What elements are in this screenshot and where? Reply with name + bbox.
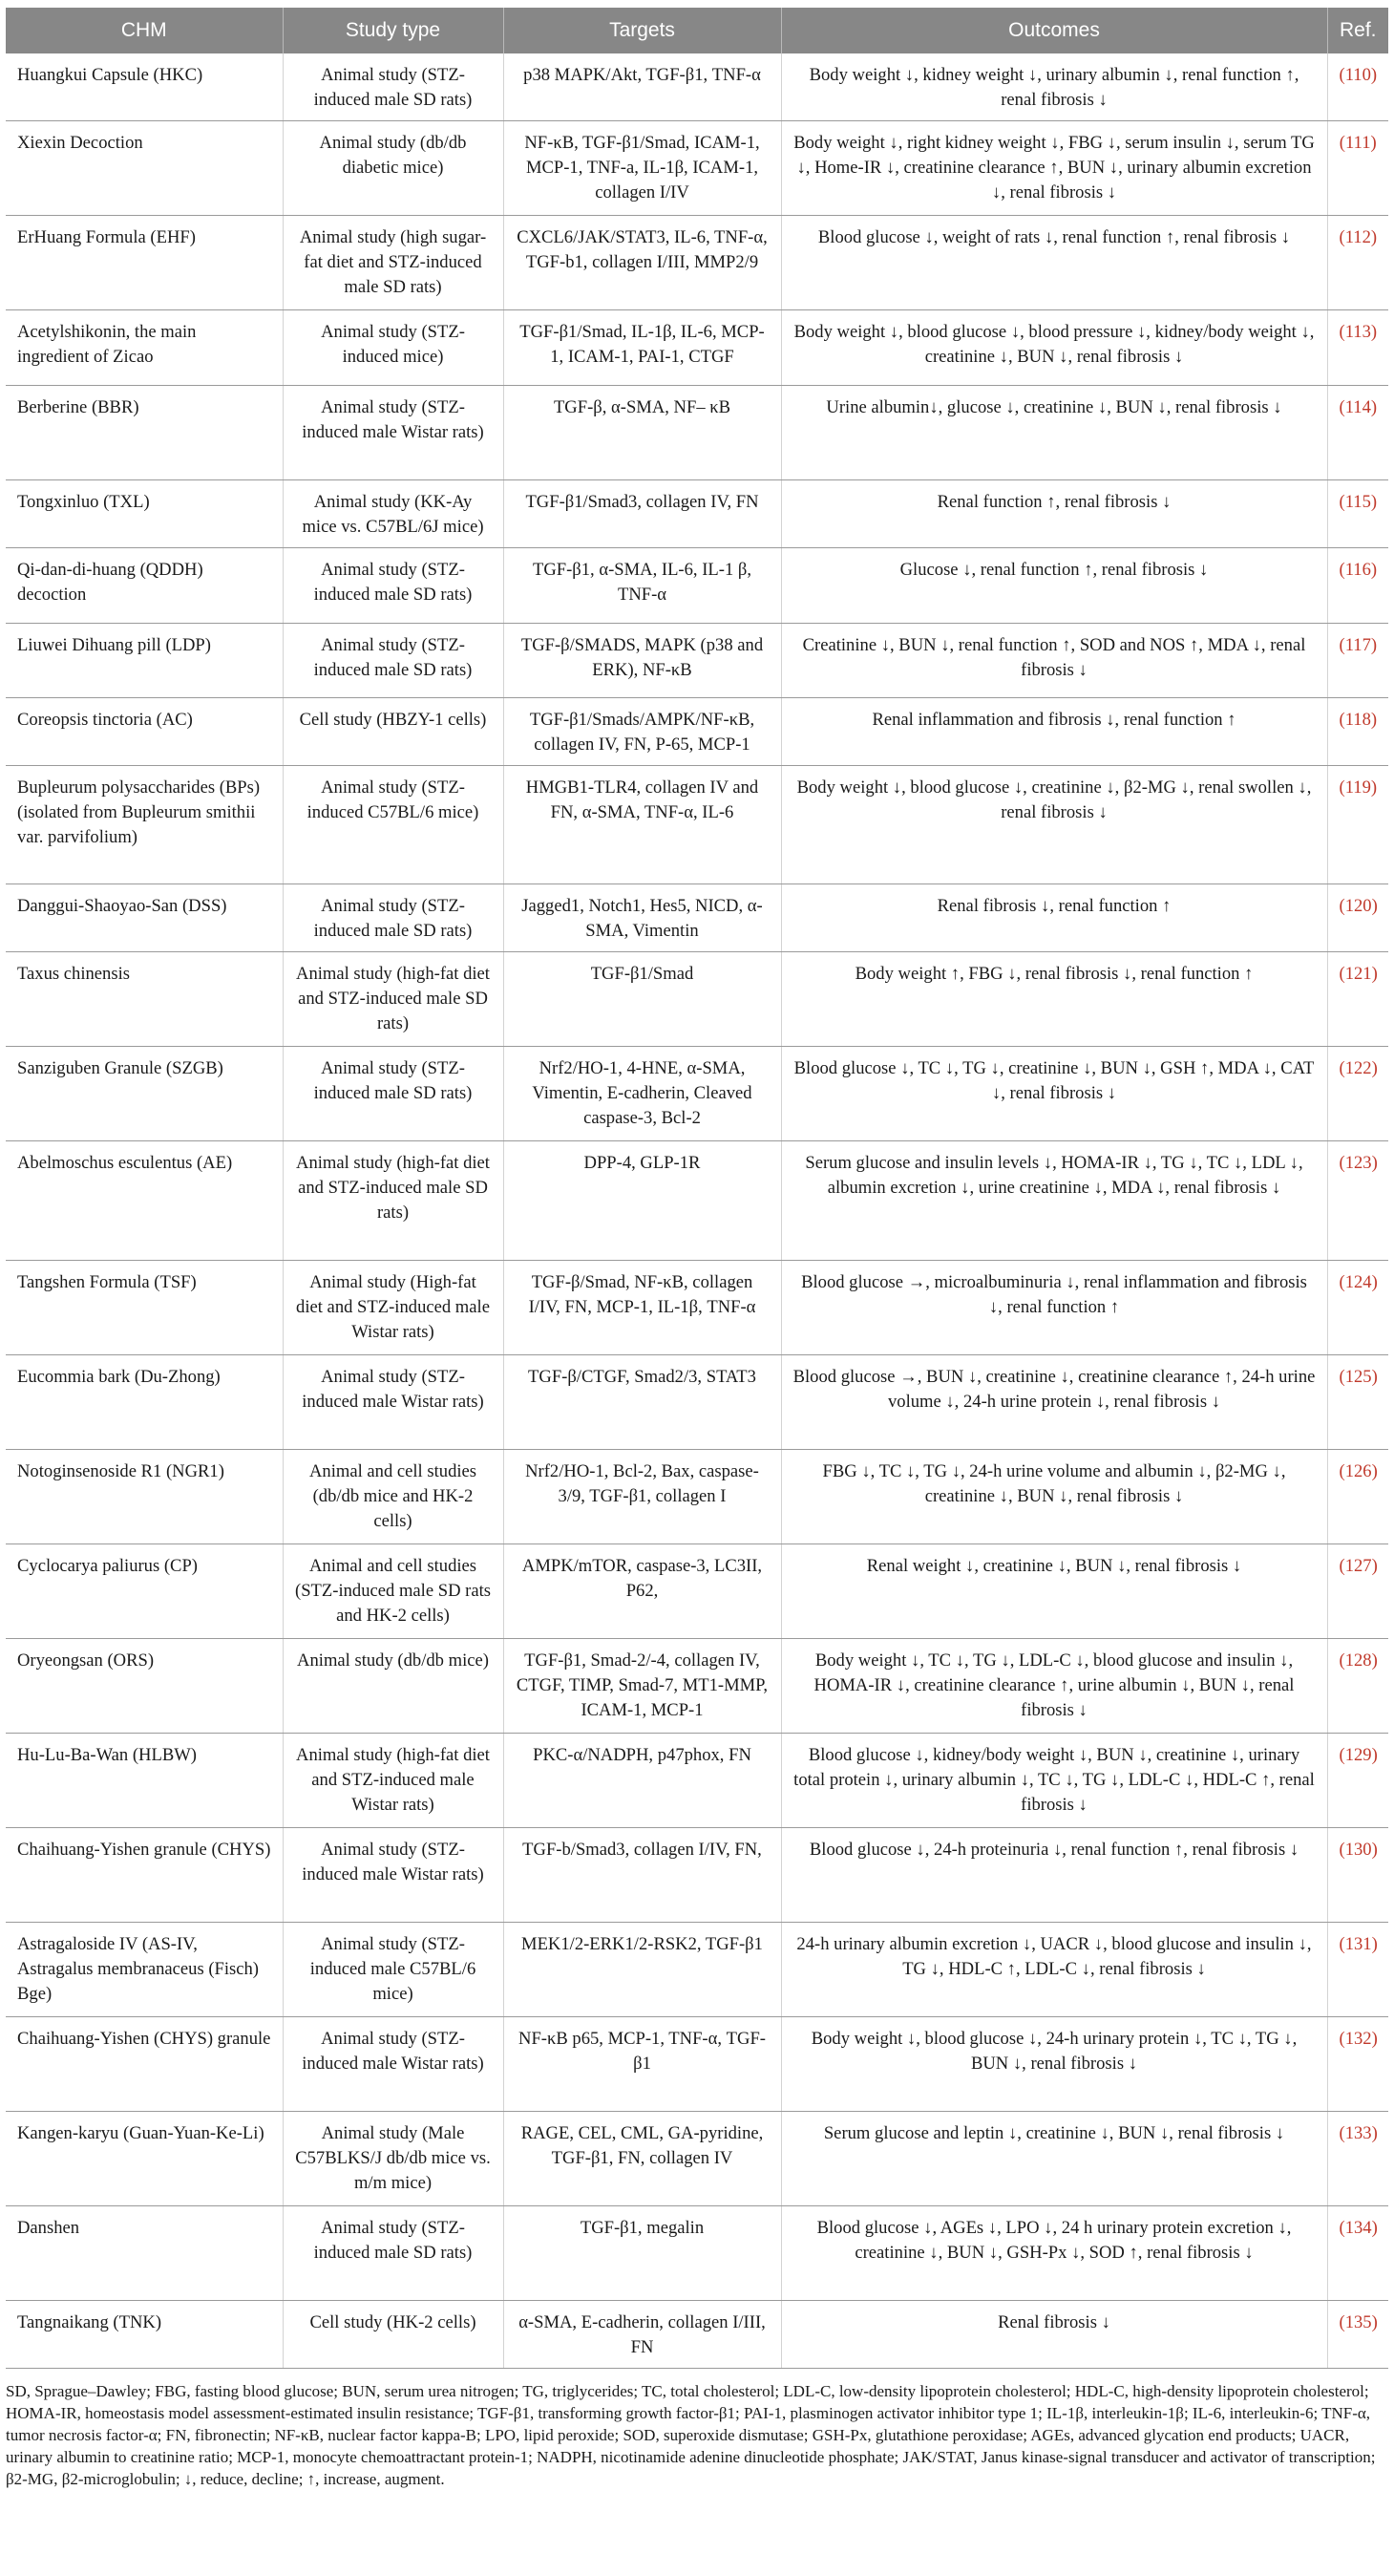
cell-outcomes: Blood glucose ↓, kidney/body weight ↓, BUN ↓, creatinine ↓, urinary total protein ↓, urinary albumin ↓, TC ↓, TG ↓, LDL-C ↓, HDL-C ↑, renal fibrosis ↓ bbox=[781, 1734, 1327, 1828]
cell-chm: Sanziguben Granule (SZGB) bbox=[6, 1047, 283, 1141]
header-outcomes: Outcomes bbox=[781, 8, 1327, 53]
cell-chm: Hu-Lu-Ba-Wan (HLBW) bbox=[6, 1734, 283, 1828]
cell-study-type: Animal study (STZ-induced male C57BL/6 mice) bbox=[283, 1923, 503, 2017]
table-row bbox=[6, 698, 1388, 766]
table-row bbox=[6, 1141, 1388, 1261]
cell-ref[interactable]: (133) bbox=[1327, 2112, 1388, 2206]
cell-targets: p38 MAPK/Akt, TGF-β1, TNF-α bbox=[503, 53, 781, 121]
cell-targets: TGF-β1/Smad, IL-1β, IL-6, MCP-1, ICAM-1, PAI-1, CTGF bbox=[503, 310, 781, 386]
table-body bbox=[6, 53, 1388, 2369]
cell-outcomes: Blood glucose ↓, 24-h proteinuria ↓, renal function ↑, renal fibrosis ↓ bbox=[781, 1828, 1327, 1923]
cell-targets: TGF-β1/Smad bbox=[503, 952, 781, 1047]
cell-ref[interactable]: (132) bbox=[1327, 2017, 1388, 2112]
cell-study-type: Animal study (High-fat diet and STZ-induced male Wistar rats) bbox=[283, 1261, 503, 1355]
cell-ref[interactable]: (114) bbox=[1327, 386, 1388, 480]
header-ref: Ref. bbox=[1327, 8, 1388, 53]
cell-ref[interactable]: (116) bbox=[1327, 548, 1388, 624]
cell-targets: MEK1/2-ERK1/2-RSK2, TGF-β1 bbox=[503, 1923, 781, 2017]
cell-ref[interactable]: (119) bbox=[1327, 766, 1388, 884]
cell-chm: Eucommia bark (Du-Zhong) bbox=[6, 1355, 283, 1450]
table-row bbox=[6, 766, 1388, 884]
cell-targets: NF-κB p65, MCP-1, TNF-α, TGF-β1 bbox=[503, 2017, 781, 2112]
cell-targets: NF-κB, TGF-β1/Smad, ICAM-1, MCP-1, TNF-a, IL-1β, ICAM-1, collagen I/IV bbox=[503, 121, 781, 216]
cell-chm: Coreopsis tinctoria (AC) bbox=[6, 698, 283, 766]
cell-outcomes: Glucose ↓, renal function ↑, renal fibrosis ↓ bbox=[781, 548, 1327, 624]
cell-outcomes: Serum glucose and leptin ↓, creatinine ↓, BUN ↓, renal fibrosis ↓ bbox=[781, 2112, 1327, 2206]
cell-outcomes: Creatinine ↓, BUN ↓, renal function ↑, SOD and NOS ↑, MDA ↓, renal fibrosis ↓ bbox=[781, 624, 1327, 698]
cell-chm: Kangen-karyu (Guan-Yuan-Ke-Li) bbox=[6, 2112, 283, 2206]
cell-chm: Cyclocarya paliurus (CP) bbox=[6, 1544, 283, 1639]
cell-study-type: Animal study (STZ-induced male Wistar rats) bbox=[283, 1355, 503, 1450]
cell-ref[interactable]: (118) bbox=[1327, 698, 1388, 766]
cell-outcomes: Renal inflammation and fibrosis ↓, renal function ↑ bbox=[781, 698, 1327, 766]
cell-outcomes: Body weight ↓, blood glucose ↓, blood pressure ↓, kidney/body weight ↓, creatinine ↓, BUN ↓, renal fibrosis ↓ bbox=[781, 310, 1327, 386]
table-row bbox=[6, 1734, 1388, 1828]
cell-study-type: Animal study (Male C57BLKS/J db/db mice vs. m/m mice) bbox=[283, 2112, 503, 2206]
cell-study-type: Animal and cell studies (db/db mice and HK-2 cells) bbox=[283, 1450, 503, 1544]
table-row bbox=[6, 1544, 1388, 1639]
cell-targets: RAGE, CEL, CML, GA-pyridine, TGF-β1, FN, collagen IV bbox=[503, 2112, 781, 2206]
cell-chm: Liuwei Dihuang pill (LDP) bbox=[6, 624, 283, 698]
cell-targets: α-SMA, E-cadherin, collagen I/III, FN bbox=[503, 2301, 781, 2369]
cell-study-type: Animal study (STZ-induced C57BL/6 mice) bbox=[283, 766, 503, 884]
cell-ref[interactable]: (127) bbox=[1327, 1544, 1388, 1639]
cell-outcomes: 24-h urinary albumin excretion ↓, UACR ↓, blood glucose and insulin ↓, TG ↓, HDL-C ↑, LDL-C ↓, renal fibrosis ↓ bbox=[781, 1923, 1327, 2017]
cell-ref[interactable]: (126) bbox=[1327, 1450, 1388, 1544]
table-row bbox=[6, 884, 1388, 952]
cell-chm: Acetylshikonin, the main ingredient of Zicao bbox=[6, 310, 283, 386]
cell-study-type: Animal study (STZ-induced male SD rats) bbox=[283, 624, 503, 698]
cell-ref[interactable]: (124) bbox=[1327, 1261, 1388, 1355]
table-row bbox=[6, 1047, 1388, 1141]
cell-study-type: Animal study (STZ-induced male SD rats) bbox=[283, 1047, 503, 1141]
cell-chm: Berberine (BBR) bbox=[6, 386, 283, 480]
cell-study-type: Animal and cell studies (STZ-induced male SD rats and HK-2 cells) bbox=[283, 1544, 503, 1639]
cell-study-type: Animal study (high sugar-fat diet and STZ-induced male SD rats) bbox=[283, 216, 503, 310]
table-row bbox=[6, 1261, 1388, 1355]
cell-targets: DPP-4, GLP-1R bbox=[503, 1141, 781, 1261]
table-row bbox=[6, 1639, 1388, 1734]
cell-outcomes: Body weight ↓, kidney weight ↓, urinary albumin ↓, renal function ↑, renal fibrosis ↓ bbox=[781, 53, 1327, 121]
table-row bbox=[6, 480, 1388, 548]
cell-targets: TGF-β, α-SMA, NF– κB bbox=[503, 386, 781, 480]
table-row bbox=[6, 2206, 1388, 2301]
cell-outcomes: Urine albumin↓, glucose ↓, creatinine ↓, BUN ↓, renal fibrosis ↓ bbox=[781, 386, 1327, 480]
cell-study-type: Animal study (high-fat diet and STZ-induced male Wistar rats) bbox=[283, 1734, 503, 1828]
cell-targets: AMPK/mTOR, caspase-3, LC3II, P62, bbox=[503, 1544, 781, 1639]
cell-ref[interactable]: (122) bbox=[1327, 1047, 1388, 1141]
cell-ref[interactable]: (111) bbox=[1327, 121, 1388, 216]
header-study-type: Study type bbox=[283, 8, 503, 53]
cell-outcomes: FBG ↓, TC ↓, TG ↓, 24-h urine volume and albumin ↓, β2-MG ↓, creatinine ↓, BUN ↓, renal fibrosis ↓ bbox=[781, 1450, 1327, 1544]
cell-outcomes: Blood glucose ↓, TC ↓, TG ↓, creatinine ↓, BUN ↓, GSH ↑, MDA ↓, CAT ↓, renal fibrosis ↓ bbox=[781, 1047, 1327, 1141]
cell-chm: Chaihuang-Yishen granule (CHYS) bbox=[6, 1828, 283, 1923]
table-row bbox=[6, 624, 1388, 698]
table-row bbox=[6, 2301, 1388, 2369]
table-row bbox=[6, 1355, 1388, 1450]
cell-ref[interactable]: (112) bbox=[1327, 216, 1388, 310]
cell-chm: Taxus chinensis bbox=[6, 952, 283, 1047]
table-header bbox=[6, 8, 1388, 53]
cell-study-type: Animal study (STZ-induced male SD rats) bbox=[283, 2206, 503, 2301]
cell-ref[interactable]: (134) bbox=[1327, 2206, 1388, 2301]
cell-chm: Tongxinluo (TXL) bbox=[6, 480, 283, 548]
cell-targets: Jagged1, Notch1, Hes5, NICD, α-SMA, Vimentin bbox=[503, 884, 781, 952]
cell-ref[interactable]: (128) bbox=[1327, 1639, 1388, 1734]
table-row bbox=[6, 2112, 1388, 2206]
cell-chm: Notoginsenoside R1 (NGR1) bbox=[6, 1450, 283, 1544]
cell-targets: Nrf2/HO-1, 4-HNE, α-SMA, Vimentin, E-cadherin, Cleaved caspase-3, Bcl-2 bbox=[503, 1047, 781, 1141]
cell-study-type: Animal study (high-fat diet and STZ-induced male SD rats) bbox=[283, 1141, 503, 1261]
chm-table bbox=[6, 8, 1388, 2369]
header-targets: Targets bbox=[503, 8, 781, 53]
cell-targets: TGF-β1, α-SMA, IL-6, IL-1 β, TNF-α bbox=[503, 548, 781, 624]
cell-targets: TGF-β/CTGF, Smad2/3, STAT3 bbox=[503, 1355, 781, 1450]
cell-targets: TGF-b/Smad3, collagen I/IV, FN, bbox=[503, 1828, 781, 1923]
cell-outcomes: Renal function ↑, renal fibrosis ↓ bbox=[781, 480, 1327, 548]
cell-ref[interactable]: (120) bbox=[1327, 884, 1388, 952]
cell-targets: TGF-β1/Smad3, collagen IV, FN bbox=[503, 480, 781, 548]
table-row bbox=[6, 2017, 1388, 2112]
cell-study-type: Animal study (db/db diabetic mice) bbox=[283, 121, 503, 216]
cell-targets: TGF-β1/Smads/AMPK/NF-κB, collagen IV, FN, P-65, MCP-1 bbox=[503, 698, 781, 766]
cell-ref[interactable]: (129) bbox=[1327, 1734, 1388, 1828]
table-row bbox=[6, 1450, 1388, 1544]
cell-study-type: Animal study (STZ-induced male Wistar rats) bbox=[283, 1828, 503, 1923]
cell-targets: TGF-β/Smad, NF-κB, collagen I/IV, FN, MCP-1, IL-1β, TNF-α bbox=[503, 1261, 781, 1355]
cell-outcomes: Body weight ↓, right kidney weight ↓, FBG ↓, serum insulin ↓, serum TG ↓, Home-IR ↓, creatinine clearance ↑, BUN ↓, urinary albumin excretion ↓, renal fibrosis ↓ bbox=[781, 121, 1327, 216]
cell-outcomes: Body weight ↓, blood glucose ↓, creatinine ↓, β2-MG ↓, renal swollen ↓, renal fibrosis ↓ bbox=[781, 766, 1327, 884]
cell-study-type: Animal study (high-fat diet and STZ-induced male SD rats) bbox=[283, 952, 503, 1047]
table-row bbox=[6, 121, 1388, 216]
table-row bbox=[6, 952, 1388, 1047]
cell-targets: TGF-β/SMADS, MAPK (p38 and ERK), NF-κB bbox=[503, 624, 781, 698]
cell-study-type: Animal study (KK-Ay mice vs. C57BL/6J mice) bbox=[283, 480, 503, 548]
header-chm: CHM bbox=[6, 8, 283, 53]
cell-outcomes: Blood glucose →, BUN ↓, creatinine ↓, creatinine clearance ↑, 24-h urine volume ↓, 24-h urine protein ↓, renal fibrosis ↓ bbox=[781, 1355, 1327, 1450]
cell-study-type: Animal study (STZ-induced male SD rats) bbox=[283, 548, 503, 624]
cell-targets: TGF-β1, megalin bbox=[503, 2206, 781, 2301]
cell-chm: Tangshen Formula (TSF) bbox=[6, 1261, 283, 1355]
cell-chm: Huangkui Capsule (HKC) bbox=[6, 53, 283, 121]
cell-targets: HMGB1-TLR4, collagen IV and FN, α-SMA, TNF-α, IL-6 bbox=[503, 766, 781, 884]
cell-study-type: Animal study (STZ-induced mice) bbox=[283, 310, 503, 386]
cell-ref[interactable]: (135) bbox=[1327, 2301, 1388, 2369]
cell-chm: Oryeongsan (ORS) bbox=[6, 1639, 283, 1734]
cell-chm: Danggui-Shaoyao-San (DSS) bbox=[6, 884, 283, 952]
cell-study-type: Cell study (HBZY-1 cells) bbox=[283, 698, 503, 766]
table-row bbox=[6, 310, 1388, 386]
cell-outcomes: Blood glucose →, microalbuminuria ↓, renal inflammation and fibrosis ↓, renal function ↑ bbox=[781, 1261, 1327, 1355]
cell-outcomes: Renal fibrosis ↓ bbox=[781, 2301, 1327, 2369]
cell-outcomes: Body weight ↑, FBG ↓, renal fibrosis ↓, renal function ↑ bbox=[781, 952, 1327, 1047]
table-row bbox=[6, 1923, 1388, 2017]
cell-ref[interactable]: (115) bbox=[1327, 480, 1388, 548]
table-row bbox=[6, 548, 1388, 624]
cell-outcomes: Blood glucose ↓, AGEs ↓, LPO ↓, 24 h urinary protein excretion ↓, creatinine ↓, BUN ↓, GSH-Px ↓, SOD ↑, renal fibrosis ↓ bbox=[781, 2206, 1327, 2301]
cell-ref[interactable]: (117) bbox=[1327, 624, 1388, 698]
cell-study-type: Animal study (STZ-induced male Wistar rats) bbox=[283, 386, 503, 480]
cell-outcomes: Renal weight ↓, creatinine ↓, BUN ↓, renal fibrosis ↓ bbox=[781, 1544, 1327, 1639]
cell-chm: Danshen bbox=[6, 2206, 283, 2301]
cell-ref[interactable]: (113) bbox=[1327, 310, 1388, 386]
cell-chm: Bupleurum polysaccharides (BPs) (isolated from Bupleurum smithii var. parvifolium) bbox=[6, 766, 283, 884]
cell-study-type: Animal study (db/db mice) bbox=[283, 1639, 503, 1734]
cell-ref[interactable]: (121) bbox=[1327, 952, 1388, 1047]
cell-study-type: Cell study (HK-2 cells) bbox=[283, 2301, 503, 2369]
cell-ref[interactable]: (131) bbox=[1327, 1923, 1388, 2017]
cell-chm: Chaihuang-Yishen (CHYS) granule bbox=[6, 2017, 283, 2112]
cell-targets: TGF-β1, Smad-2/-4, collagen IV, CTGF, TIMP, Smad-7, MT1-MMP, ICAM-1, MCP-1 bbox=[503, 1639, 781, 1734]
cell-study-type: Animal study (STZ-induced male SD rats) bbox=[283, 53, 503, 121]
table-row bbox=[6, 216, 1388, 310]
cell-outcomes: Renal fibrosis ↓, renal function ↑ bbox=[781, 884, 1327, 952]
cell-chm: Astragaloside IV (AS-IV, Astragalus membranaceus (Fisch) Bge) bbox=[6, 1923, 283, 2017]
cell-targets: PKC-α/NADPH, p47phox, FN bbox=[503, 1734, 781, 1828]
cell-outcomes: Body weight ↓, TC ↓, TG ↓, LDL-C ↓, blood glucose and insulin ↓, HOMA-IR ↓, creatinine clearance ↑, urine albumin ↓, BUN ↓, renal fibrosis ↓ bbox=[781, 1639, 1327, 1734]
cell-ref[interactable]: (123) bbox=[1327, 1141, 1388, 1261]
cell-outcomes: Serum glucose and insulin levels ↓, HOMA-IR ↓, TG ↓, TC ↓, LDL ↓, albumin excretion ↓, urine creatinine ↓, MDA ↓, renal fibrosis ↓ bbox=[781, 1141, 1327, 1261]
cell-chm: Xiexin Decoction bbox=[6, 121, 283, 216]
table-row bbox=[6, 1828, 1388, 1923]
cell-targets: CXCL6/JAK/STAT3, IL-6, TNF-α, TGF-b1, collagen I/III, MMP2/9 bbox=[503, 216, 781, 310]
table-row bbox=[6, 386, 1388, 480]
cell-targets: Nrf2/HO-1, Bcl-2, Bax, caspase-3/9, TGF-β1, collagen I bbox=[503, 1450, 781, 1544]
cell-chm: Abelmoschus esculentus (AE) bbox=[6, 1141, 283, 1261]
cell-ref[interactable]: (130) bbox=[1327, 1828, 1388, 1923]
cell-study-type: Animal study (STZ-induced male Wistar rats) bbox=[283, 2017, 503, 2112]
table-footnote: SD, Sprague–Dawley; FBG, fasting blood glucose; BUN, serum urea nitrogen; TG, triglycerides; TC, total cholesterol; LDL-C, low-density lipoprotein cholesterol; HDL-C, high-density lipoprotein cholesterol; HOMA-IR, homeostasis model assessment-estimated insulin resistance; TGF-β1, transforming growth factor-β1; PAI-1, plasminogen activator inhibitor type 1; IL-1β, interleukin-1β; IL-6, interleukin-6; TNF-α, tumor necrosis factor-α; FN, fibronectin; NF-κB, nuclear factor kappa-B; LPO, lipid peroxide; SOD, superoxide dismutase; GSH-Px, glutathione peroxidase; AGEs, advanced glycation end products; UACR, urinary albumin to creatinine ratio; MCP-1, monocyte chemoattractant protein-1; NADPH, nicotinamide adenine dinucleotide phosphate; JAK/STAT, Janus kinase-signal transducer and activator of transcription; β2-MG, β2-microglobulin; ↓, reduce, decline; ↑, increase, augment. bbox=[6, 2382, 1376, 2488]
header-row bbox=[6, 8, 1388, 53]
cell-ref[interactable]: (110) bbox=[1327, 53, 1388, 121]
table-row bbox=[6, 53, 1388, 121]
cell-chm: Tangnaikang (TNK) bbox=[6, 2301, 283, 2369]
cell-study-type: Animal study (STZ-induced male SD rats) bbox=[283, 884, 503, 952]
cell-ref[interactable]: (125) bbox=[1327, 1355, 1388, 1450]
cell-outcomes: Blood glucose ↓, weight of rats ↓, renal function ↑, renal fibrosis ↓ bbox=[781, 216, 1327, 310]
cell-chm: Qi-dan-di-huang (QDDH) decoction bbox=[6, 548, 283, 624]
cell-chm: ErHuang Formula (EHF) bbox=[6, 216, 283, 310]
cell-outcomes: Body weight ↓, blood glucose ↓, 24-h urinary protein ↓, TC ↓, TG ↓, BUN ↓, renal fibrosis ↓ bbox=[781, 2017, 1327, 2112]
